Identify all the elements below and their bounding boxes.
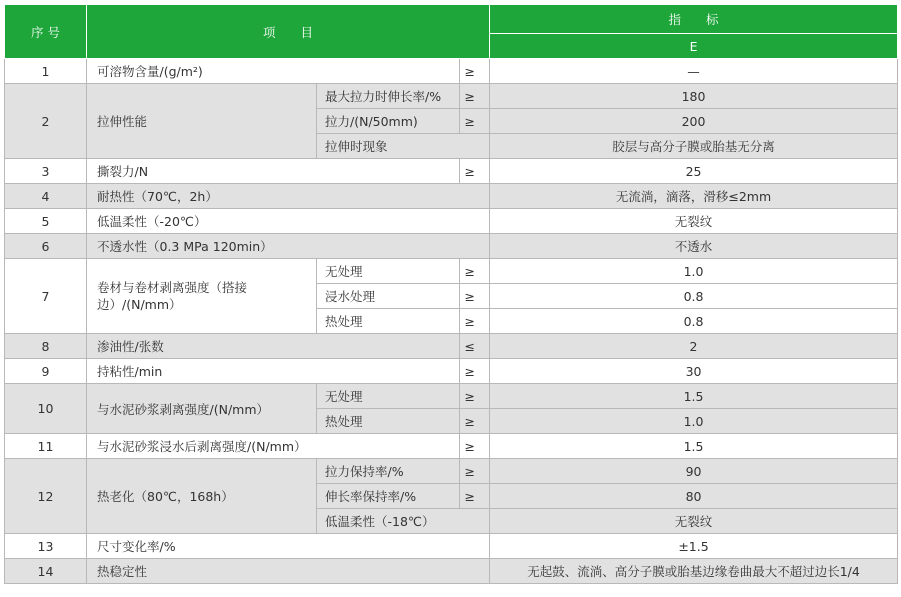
row-value: 30 bbox=[490, 359, 898, 384]
row-value: 胶层与高分子膜或胎基无分离 bbox=[490, 134, 898, 159]
row-item: 低温柔性（-20℃） bbox=[87, 209, 490, 234]
header-item: 项 目 bbox=[87, 5, 490, 59]
row-item: 尺寸变化率/% bbox=[87, 534, 490, 559]
row-value: 1.5 bbox=[490, 384, 898, 409]
row-operator: ≥ bbox=[460, 434, 490, 459]
row-operator: ≥ bbox=[460, 409, 490, 434]
table-row bbox=[5, 159, 898, 184]
row-number: 14 bbox=[5, 559, 87, 584]
row-subitem: 拉力/(N/50mm) bbox=[317, 109, 460, 134]
row-item: 与水泥砂浆剥离强度/(N/mm） bbox=[87, 384, 317, 434]
table-row bbox=[5, 234, 898, 259]
row-operator: ≥ bbox=[460, 359, 490, 384]
row-number: 13 bbox=[5, 534, 87, 559]
row-subitem: 无处理 bbox=[317, 259, 460, 284]
table-row bbox=[5, 84, 898, 109]
row-value: 无起鼓、流淌、高分子膜或胎基边缘卷曲最大不超过边长1/4 bbox=[490, 559, 898, 584]
row-value: — bbox=[490, 59, 898, 84]
row-item: 可溶物含量/(g/m²) bbox=[87, 59, 460, 84]
row-number: 2 bbox=[5, 84, 87, 159]
row-item: 与水泥砂浆浸水后剥离强度/(N/mm） bbox=[87, 434, 460, 459]
row-operator: ≥ bbox=[460, 284, 490, 309]
row-subitem: 最大拉力时伸长率/% bbox=[317, 84, 460, 109]
table-row bbox=[5, 259, 898, 284]
row-number: 9 bbox=[5, 359, 87, 384]
row-operator: ≥ bbox=[460, 84, 490, 109]
table-row bbox=[5, 334, 898, 359]
row-value: 无流淌，滴落，滑移≤2mm bbox=[490, 184, 898, 209]
row-item: 持粘性/min bbox=[87, 359, 460, 384]
row-value: 1.0 bbox=[490, 409, 898, 434]
row-value: 无裂纹 bbox=[490, 509, 898, 534]
row-item: 热稳定性 bbox=[87, 559, 490, 584]
table-row bbox=[5, 559, 898, 584]
row-number: 5 bbox=[5, 209, 87, 234]
row-operator: ≥ bbox=[460, 59, 490, 84]
row-value: 180 bbox=[490, 84, 898, 109]
row-subitem: 低温柔性（-18℃） bbox=[317, 509, 490, 534]
row-value: 25 bbox=[490, 159, 898, 184]
row-subitem: 浸水处理 bbox=[317, 284, 460, 309]
row-number: 4 bbox=[5, 184, 87, 209]
row-value: 2 bbox=[490, 334, 898, 359]
table-row bbox=[5, 184, 898, 209]
row-value: 不透水 bbox=[490, 234, 898, 259]
row-number: 10 bbox=[5, 384, 87, 434]
row-number: 6 bbox=[5, 234, 87, 259]
row-number: 8 bbox=[5, 334, 87, 359]
row-operator: ≥ bbox=[460, 459, 490, 484]
row-number: 1 bbox=[5, 59, 87, 84]
row-number: 12 bbox=[5, 459, 87, 534]
row-number: 7 bbox=[5, 259, 87, 334]
row-subitem: 热处理 bbox=[317, 309, 460, 334]
table-row bbox=[5, 209, 898, 234]
row-item: 渗油性/张数 bbox=[87, 334, 460, 359]
row-item: 拉伸性能 bbox=[87, 84, 317, 159]
row-value: 无裂纹 bbox=[490, 209, 898, 234]
row-value: 1.0 bbox=[490, 259, 898, 284]
row-operator: ≥ bbox=[460, 109, 490, 134]
table-row bbox=[5, 359, 898, 384]
table-row bbox=[5, 534, 898, 559]
row-item: 不透水性（0.3 MPa 120min） bbox=[87, 234, 490, 259]
row-operator: ≥ bbox=[460, 484, 490, 509]
row-number: 11 bbox=[5, 434, 87, 459]
row-value: 1.5 bbox=[490, 434, 898, 459]
row-value: 80 bbox=[490, 484, 898, 509]
row-operator: ≥ bbox=[460, 259, 490, 284]
row-subitem: 拉伸时现象 bbox=[317, 134, 490, 159]
row-value: ±1.5 bbox=[490, 534, 898, 559]
row-item: 卷材与卷材剥离强度（搭接边）/(N/mm） bbox=[87, 259, 317, 334]
spec-table bbox=[4, 4, 898, 584]
row-value: 90 bbox=[490, 459, 898, 484]
row-operator: ≥ bbox=[460, 384, 490, 409]
row-subitem: 拉力保持率/% bbox=[317, 459, 460, 484]
row-value: 0.8 bbox=[490, 284, 898, 309]
header-num: 序 号 bbox=[5, 5, 87, 59]
row-subitem: 热处理 bbox=[317, 409, 460, 434]
row-operator: ≥ bbox=[460, 159, 490, 184]
row-operator: ≥ bbox=[460, 309, 490, 334]
row-item: 耐热性（70℃，2h） bbox=[87, 184, 490, 209]
row-value: 0.8 bbox=[490, 309, 898, 334]
row-value: 200 bbox=[490, 109, 898, 134]
table-row bbox=[5, 384, 898, 409]
row-operator: ≤ bbox=[460, 334, 490, 359]
row-item: 撕裂力/N bbox=[87, 159, 460, 184]
row-item: 热老化（80℃，168h） bbox=[87, 459, 317, 534]
row-subitem: 无处理 bbox=[317, 384, 460, 409]
header-spec: 指 标 bbox=[490, 5, 898, 34]
header-grade: E bbox=[490, 34, 898, 59]
table-row bbox=[5, 59, 898, 84]
row-subitem: 伸长率保持率/% bbox=[317, 484, 460, 509]
row-number: 3 bbox=[5, 159, 87, 184]
table-row bbox=[5, 434, 898, 459]
table-row bbox=[5, 459, 898, 484]
